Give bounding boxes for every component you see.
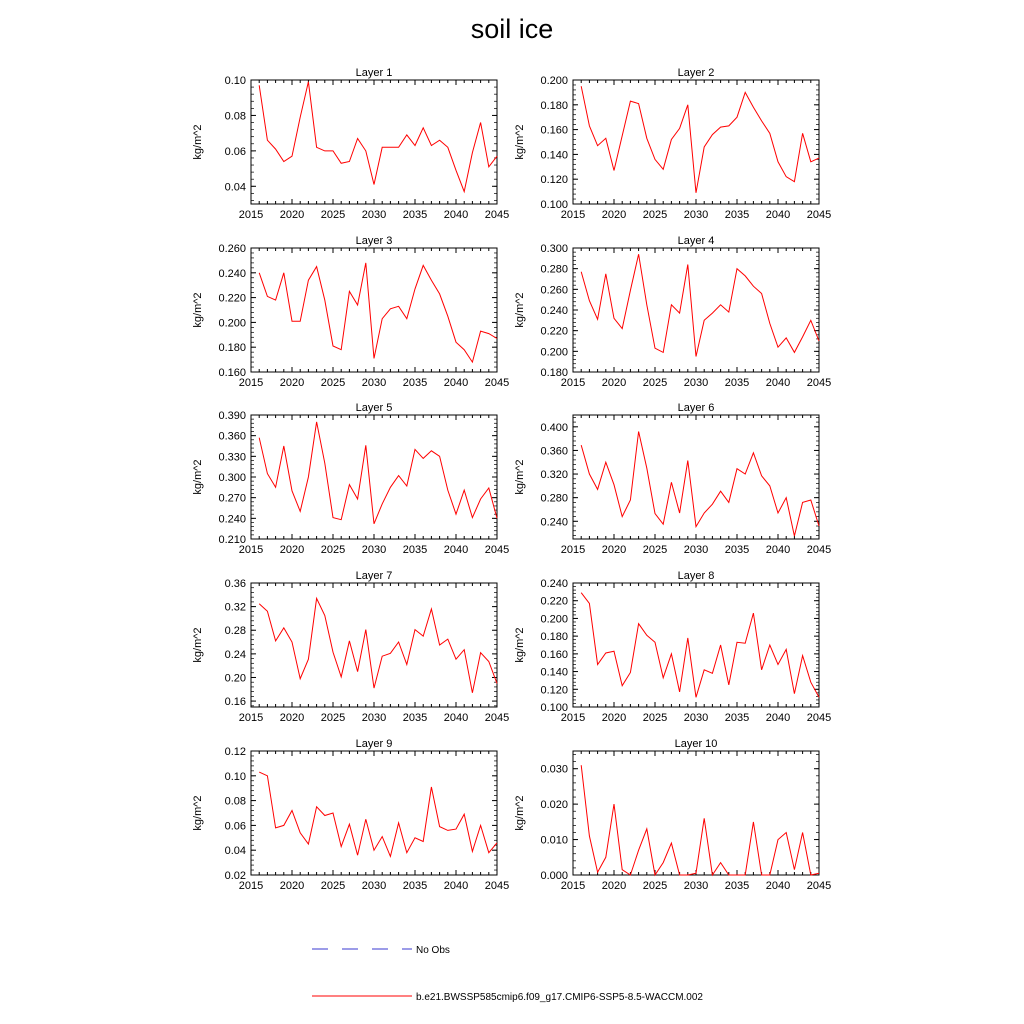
y-tick-label: 0.280 bbox=[540, 492, 568, 505]
x-tick-label: 2035 bbox=[402, 712, 428, 724]
y-axis-label: kg/m^2 bbox=[514, 292, 526, 328]
series-line bbox=[259, 263, 497, 362]
y-tick-label: 0.210 bbox=[218, 534, 246, 546]
panel-layer-6 bbox=[514, 402, 831, 556]
x-tick-label: 2015 bbox=[238, 880, 264, 892]
series-line bbox=[259, 598, 497, 692]
x-tick-label: 2035 bbox=[724, 209, 750, 221]
panel-title: Layer 2 bbox=[677, 67, 715, 79]
panel-layer-7 bbox=[192, 570, 509, 724]
x-tick-label: 2030 bbox=[361, 712, 387, 724]
panel-title: Layer 5 bbox=[355, 402, 393, 414]
x-tick-label: 2035 bbox=[402, 880, 428, 892]
y-tick-label: 0.400 bbox=[540, 421, 568, 434]
y-tick-label: 0.360 bbox=[540, 445, 568, 458]
panel-layer-9 bbox=[192, 738, 509, 892]
y-tick-label: 0.240 bbox=[540, 305, 568, 317]
y-tick-label: 0.200 bbox=[540, 613, 568, 626]
y-tick-label: 0.10 bbox=[224, 770, 246, 783]
y-tick-label: 0.160 bbox=[540, 124, 568, 137]
x-tick-label: 2015 bbox=[238, 209, 264, 221]
x-tick-label: 2015 bbox=[238, 712, 264, 724]
y-tick-label: 0.180 bbox=[540, 99, 568, 112]
x-tick-label: 2020 bbox=[279, 209, 305, 221]
x-tick-label: 2040 bbox=[765, 377, 791, 389]
panel-title: Layer 6 bbox=[677, 402, 715, 414]
x-tick-label: 2030 bbox=[361, 880, 387, 892]
series-line bbox=[259, 772, 497, 856]
x-tick-label: 2045 bbox=[806, 712, 832, 724]
y-axis-label: kg/m^2 bbox=[514, 124, 526, 160]
x-tick-label: 2040 bbox=[765, 880, 791, 892]
y-tick-label: 0.320 bbox=[540, 469, 568, 482]
y-tick-label: 0.100 bbox=[540, 199, 568, 211]
x-tick-label: 2020 bbox=[601, 712, 627, 724]
x-tick-label: 2020 bbox=[601, 377, 627, 389]
x-tick-label: 2045 bbox=[484, 712, 510, 724]
x-tick-label: 2030 bbox=[361, 377, 387, 389]
x-tick-label: 2040 bbox=[443, 880, 469, 892]
y-tick-label: 0.100 bbox=[540, 702, 568, 714]
x-tick-label: 2040 bbox=[443, 712, 469, 724]
y-tick-label: 0.390 bbox=[218, 410, 246, 422]
y-tick-label: 0.280 bbox=[540, 263, 568, 276]
series-line bbox=[581, 593, 819, 698]
y-tick-label: 0.200 bbox=[540, 75, 568, 87]
x-tick-label: 2015 bbox=[238, 377, 264, 389]
y-tick-label: 0.16 bbox=[224, 696, 246, 709]
y-tick-label: 0.020 bbox=[540, 799, 568, 812]
x-tick-label: 2030 bbox=[683, 712, 709, 724]
x-tick-label: 2030 bbox=[361, 209, 387, 221]
x-tick-label: 2040 bbox=[443, 544, 469, 556]
x-tick-label: 2015 bbox=[560, 209, 586, 221]
panel-title: Layer 7 bbox=[355, 570, 393, 582]
y-tick-label: 0.140 bbox=[540, 666, 568, 679]
x-tick-label: 2020 bbox=[279, 712, 305, 724]
panel-title: Layer 1 bbox=[355, 67, 393, 79]
x-tick-label: 2030 bbox=[683, 209, 709, 221]
y-axis-label: kg/m^2 bbox=[192, 627, 204, 663]
x-tick-label: 2025 bbox=[320, 209, 346, 221]
x-tick-label: 2025 bbox=[642, 712, 668, 724]
plot-frame bbox=[573, 80, 819, 204]
y-tick-label: 0.04 bbox=[224, 845, 246, 858]
x-tick-label: 2015 bbox=[560, 377, 586, 389]
x-tick-label: 2035 bbox=[724, 377, 750, 389]
x-tick-label: 2045 bbox=[484, 544, 510, 556]
panel-title: Layer 4 bbox=[677, 235, 715, 247]
y-tick-label: 0.20 bbox=[224, 672, 246, 685]
y-tick-label: 0.180 bbox=[218, 342, 246, 355]
x-tick-label: 2040 bbox=[443, 209, 469, 221]
panel-title: Layer 3 bbox=[355, 235, 393, 247]
y-tick-label: 0.120 bbox=[540, 684, 568, 697]
y-axis-label: kg/m^2 bbox=[192, 795, 204, 831]
x-tick-label: 2035 bbox=[402, 544, 428, 556]
legend bbox=[312, 945, 703, 1003]
y-tick-label: 0.300 bbox=[218, 472, 246, 484]
y-axis-label: kg/m^2 bbox=[192, 124, 204, 160]
panel-layer-10 bbox=[514, 738, 831, 892]
x-tick-label: 2025 bbox=[642, 209, 668, 221]
y-axis-label: kg/m^2 bbox=[514, 795, 526, 831]
panel-layer-1 bbox=[192, 67, 509, 221]
y-tick-label: 0.240 bbox=[540, 578, 568, 590]
x-tick-label: 2015 bbox=[560, 544, 586, 556]
x-tick-label: 2015 bbox=[560, 880, 586, 892]
y-tick-label: 0.140 bbox=[540, 149, 568, 162]
x-tick-label: 2040 bbox=[443, 377, 469, 389]
y-tick-label: 0.200 bbox=[218, 317, 246, 330]
plot-frame bbox=[573, 583, 819, 707]
x-tick-label: 2025 bbox=[642, 544, 668, 556]
x-tick-label: 2035 bbox=[402, 209, 428, 221]
x-tick-label: 2045 bbox=[806, 377, 832, 389]
x-tick-label: 2045 bbox=[484, 209, 510, 221]
panel-layer-2 bbox=[514, 67, 831, 221]
y-tick-label: 0.010 bbox=[540, 834, 568, 847]
x-tick-label: 2025 bbox=[320, 544, 346, 556]
y-tick-label: 0.260 bbox=[540, 284, 568, 297]
x-tick-label: 2040 bbox=[765, 209, 791, 221]
y-tick-label: 0.10 bbox=[224, 75, 246, 87]
plot-frame bbox=[251, 751, 497, 875]
x-tick-label: 2035 bbox=[402, 377, 428, 389]
x-tick-label: 2035 bbox=[724, 544, 750, 556]
y-tick-label: 0.240 bbox=[218, 267, 246, 280]
x-tick-label: 2020 bbox=[279, 377, 305, 389]
series-line bbox=[581, 254, 819, 356]
plot-frame bbox=[251, 80, 497, 204]
y-tick-label: 0.24 bbox=[224, 648, 246, 661]
panel-layer-8 bbox=[514, 570, 831, 724]
y-axis-label: kg/m^2 bbox=[514, 627, 526, 663]
x-tick-label: 2015 bbox=[238, 544, 264, 556]
y-tick-label: 0.330 bbox=[218, 451, 246, 464]
y-tick-label: 0.240 bbox=[218, 513, 246, 526]
y-tick-label: 0.12 bbox=[224, 746, 246, 758]
y-tick-label: 0.220 bbox=[540, 595, 568, 608]
x-tick-label: 2025 bbox=[320, 880, 346, 892]
series-line bbox=[581, 432, 819, 537]
series-line bbox=[259, 82, 497, 192]
y-tick-label: 0.28 bbox=[224, 625, 246, 638]
y-tick-label: 0.220 bbox=[540, 325, 568, 338]
x-tick-label: 2020 bbox=[601, 209, 627, 221]
y-tick-label: 0.08 bbox=[224, 110, 246, 123]
y-axis-label: kg/m^2 bbox=[192, 459, 204, 495]
panel-title: Layer 10 bbox=[674, 738, 718, 750]
y-tick-label: 0.270 bbox=[218, 492, 246, 505]
series-line bbox=[581, 765, 819, 875]
x-tick-label: 2030 bbox=[683, 544, 709, 556]
y-tick-label: 0.220 bbox=[218, 292, 246, 305]
x-tick-label: 2020 bbox=[279, 544, 305, 556]
x-tick-label: 2020 bbox=[279, 880, 305, 892]
y-tick-label: 0.160 bbox=[540, 648, 568, 661]
x-tick-label: 2025 bbox=[642, 377, 668, 389]
page-title: soil ice bbox=[470, 14, 554, 44]
y-tick-label: 0.360 bbox=[218, 430, 246, 443]
legend-model-label: b.e21.BWSSP585cmip6.f09_g17.CMIP6-SSP5-8.5-WACCM.002 bbox=[416, 992, 703, 1003]
y-tick-label: 0.32 bbox=[224, 601, 246, 614]
x-tick-label: 2030 bbox=[361, 544, 387, 556]
x-tick-label: 2045 bbox=[806, 209, 832, 221]
y-tick-label: 0.08 bbox=[224, 795, 246, 808]
x-tick-label: 2030 bbox=[683, 377, 709, 389]
x-tick-label: 2025 bbox=[320, 712, 346, 724]
y-tick-label: 0.240 bbox=[540, 516, 568, 529]
series-line bbox=[581, 86, 819, 193]
series-line bbox=[259, 422, 497, 524]
x-tick-label: 2045 bbox=[484, 880, 510, 892]
plot-frame bbox=[573, 415, 819, 539]
x-tick-label: 2020 bbox=[601, 544, 627, 556]
y-tick-label: 0.04 bbox=[224, 181, 246, 194]
y-tick-label: 0.06 bbox=[224, 820, 246, 833]
y-tick-label: 0.120 bbox=[540, 174, 568, 187]
x-tick-label: 2025 bbox=[320, 377, 346, 389]
plot-frame bbox=[573, 751, 819, 875]
plot-frame bbox=[251, 583, 497, 707]
x-tick-label: 2030 bbox=[683, 880, 709, 892]
y-tick-label: 0.200 bbox=[540, 346, 568, 359]
y-tick-label: 0.300 bbox=[540, 243, 568, 255]
legend-obs-label: No Obs bbox=[416, 945, 450, 956]
x-tick-label: 2045 bbox=[806, 880, 832, 892]
x-tick-label: 2015 bbox=[560, 712, 586, 724]
panel-title: Layer 8 bbox=[677, 570, 715, 582]
x-tick-label: 2045 bbox=[484, 377, 510, 389]
y-tick-label: 0.160 bbox=[218, 367, 246, 379]
panel-title: Layer 9 bbox=[355, 738, 393, 750]
x-tick-label: 2035 bbox=[724, 712, 750, 724]
y-tick-label: 0.260 bbox=[218, 243, 246, 255]
y-tick-label: 0.030 bbox=[540, 763, 568, 776]
panel-layer-5 bbox=[192, 402, 509, 556]
y-axis-label: kg/m^2 bbox=[514, 459, 526, 495]
x-tick-label: 2020 bbox=[601, 880, 627, 892]
x-tick-label: 2035 bbox=[724, 880, 750, 892]
y-tick-label: 0.180 bbox=[540, 367, 568, 379]
y-axis-label: kg/m^2 bbox=[192, 292, 204, 328]
x-tick-label: 2045 bbox=[806, 544, 832, 556]
x-tick-label: 2025 bbox=[642, 880, 668, 892]
y-tick-label: 0.06 bbox=[224, 145, 246, 158]
panel-layer-3 bbox=[192, 235, 509, 389]
x-tick-label: 2040 bbox=[765, 712, 791, 724]
y-tick-label: 0.36 bbox=[224, 578, 246, 590]
y-tick-label: 0.180 bbox=[540, 631, 568, 644]
x-tick-label: 2040 bbox=[765, 544, 791, 556]
y-tick-label: 0.02 bbox=[224, 870, 246, 882]
panel-layer-4 bbox=[514, 235, 831, 389]
y-tick-label: 0.000 bbox=[540, 870, 568, 882]
